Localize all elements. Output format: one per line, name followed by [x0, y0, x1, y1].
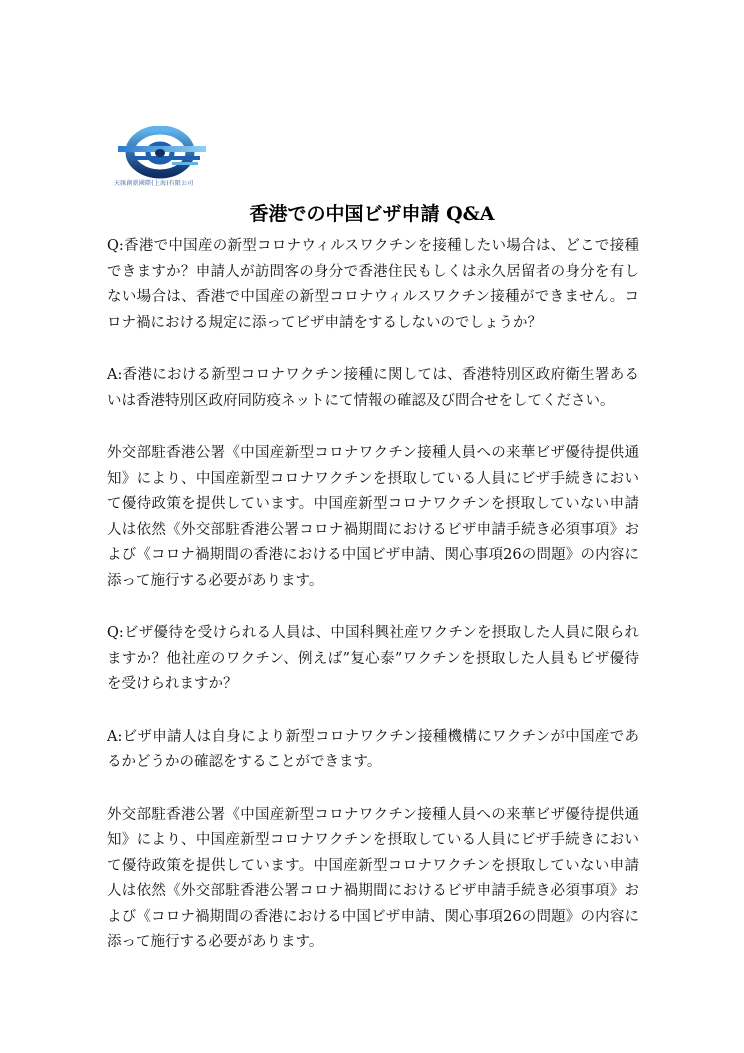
- company-logo-icon: [112, 126, 212, 182]
- answer-2: A:ビザ申請人は自身により新型コロナワクチン接種機構にワクチンが中国産であるかどうかの確認をすることができます。: [107, 728, 639, 770]
- company-logo: [112, 126, 212, 192]
- page-title: 香港での中国ビザ申請 Q&A: [249, 203, 495, 225]
- answer-1-detail: 外交部駐香港公署《中国産新型コロナワクチン接種人員への来華ビザ優待提供通知》により、中国産新型コロナワクチンを摂取している人員にビザ手続きにおいて優待政策を提供しています。中国産新型コロナワクチンを摂取していない申請人は依然《外交部駐香港公署コロナ禍期間におけるビザ申請手続き必須事項》および《コロナ禍期間の香港における中国ビザ申請、関心事項26の問題》の内容に添って施行する必要があります。: [107, 445, 639, 589]
- question-2: Q:ビザ優待を受けられる人員は、中国科興社産ワクチンを摂取した人員に限られますか？他社産のワクチン、例えば”复心泰”ワクチンを摂取した人員もビザ優待を受けられますか？: [107, 625, 639, 692]
- question-1: Q:香港で中国産の新型コロナウィルスワクチンを接種したい場合は、どこで接種できますか？申請人が訪問客の身分で香港住民もしくは永久居留者の身分を有しない場合は、香港で中国産の新型コロナウィルスワクチン接種ができません。コロナ禍における規定に添ってビザ申請をするしないのでしょうか？: [107, 238, 639, 331]
- logo-caption: 天匯創新國際(上海)有限公司: [114, 180, 194, 187]
- answer-1: A:香港における新型コロナワクチン接種に関しては、香港特別区政府衛生署あるいは香港特別区政府同防疫ネットにて情報の確認及び問合せをしてください。: [107, 367, 639, 409]
- document-body: [107, 234, 639, 983]
- answer-2-detail: 外交部駐香港公署《中国産新型コロナワクチン接種人員への来華ビザ優待提供通知》により、中国産新型コロナワクチンを摂取している人員にビザ手続きにおいて優待政策を提供しています。中国産新型コロナワクチンを摂取していない申請人は依然《外交部駐香港公署コロナ禍期間におけるビザ申請手続き必須事項》および《コロナ禍期間の香港における中国ビザ申請、関心事項26の問題》の内容に添って施行する必要があります。: [107, 806, 639, 950]
